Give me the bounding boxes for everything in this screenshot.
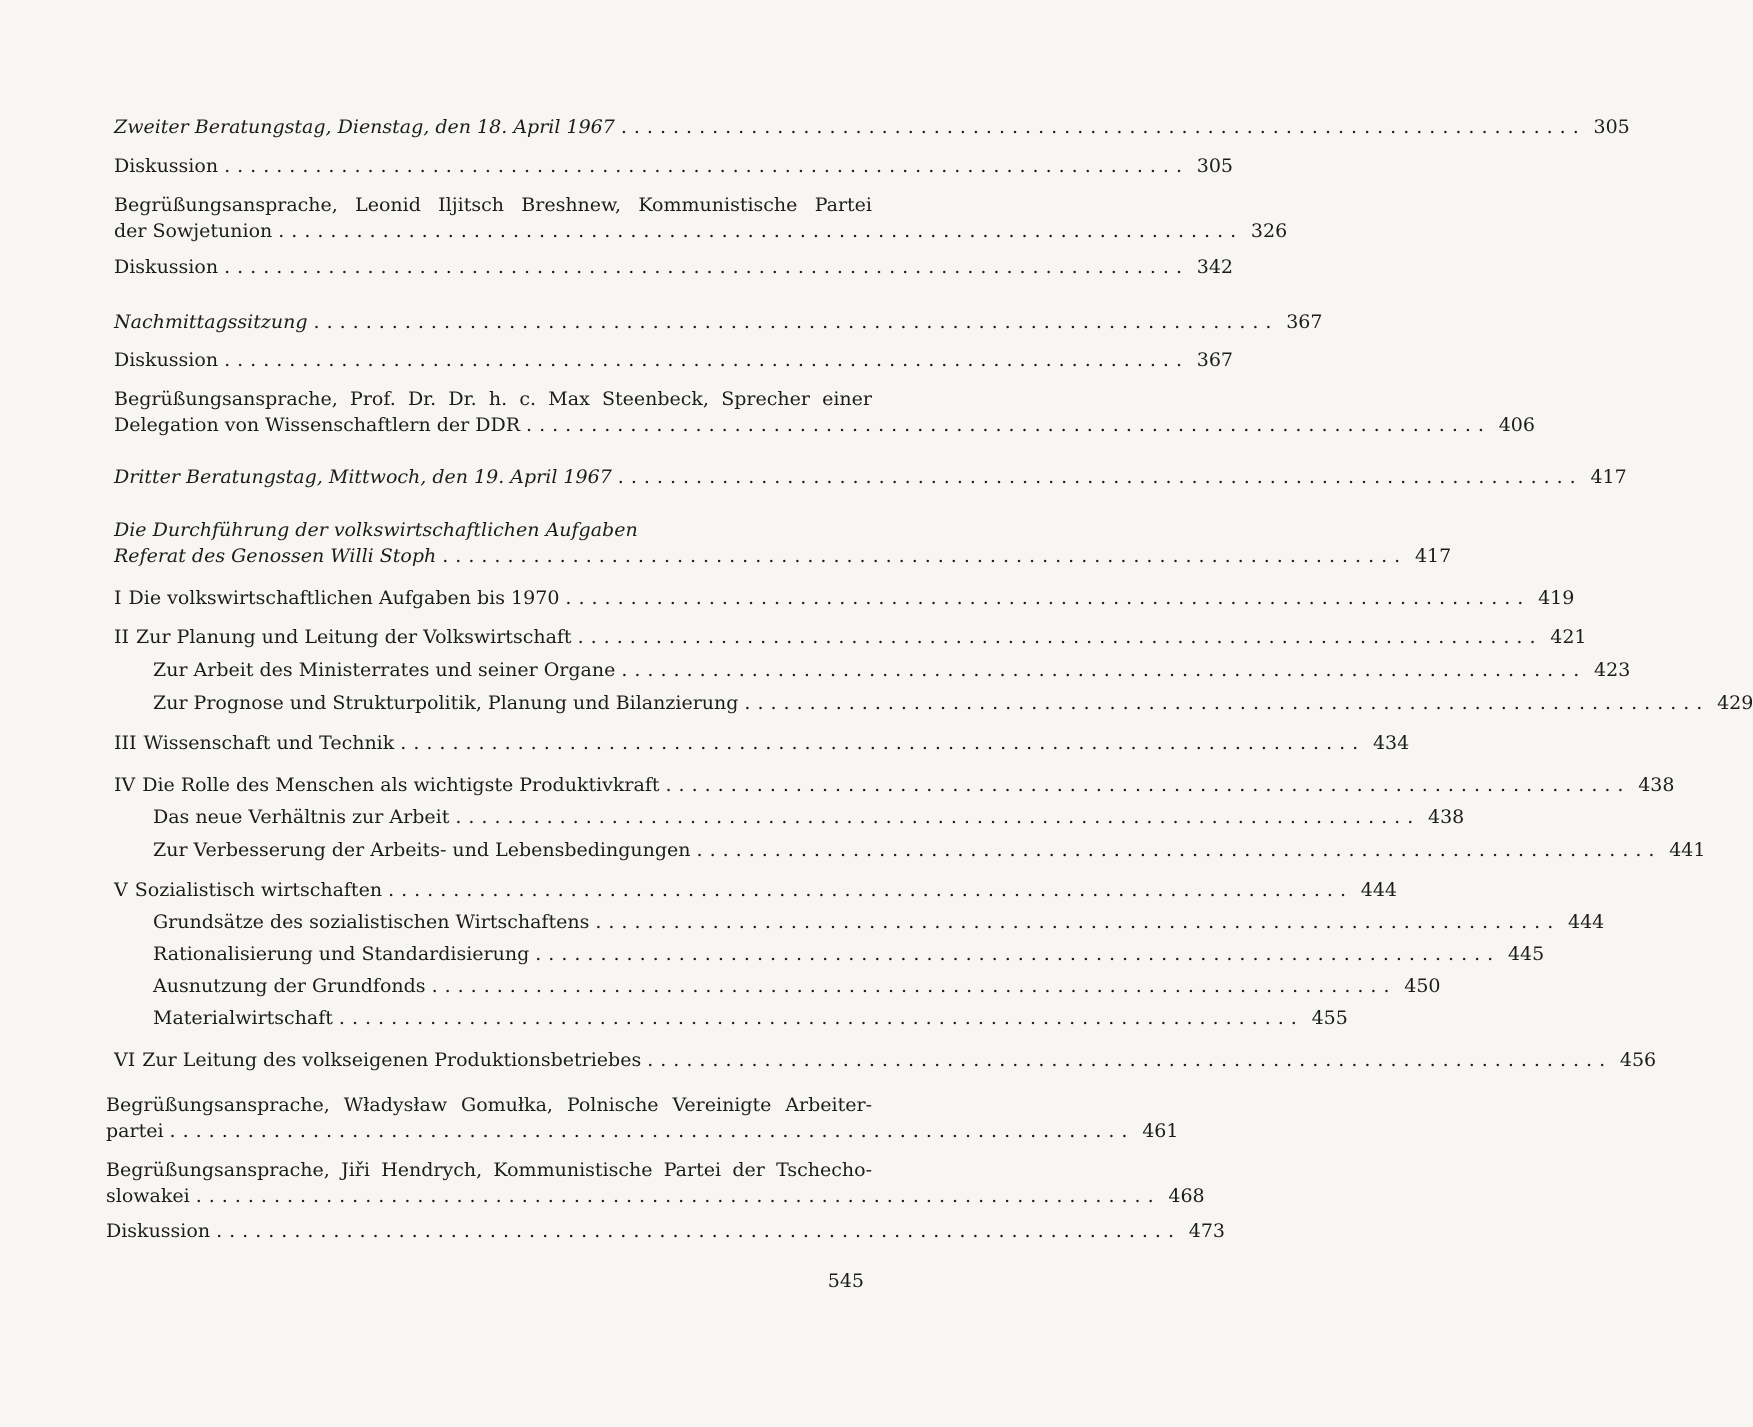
dot-leader: .......................................................................... xyxy=(617,466,1583,488)
toc-entry-page: 450 xyxy=(1404,975,1441,997)
toc-entry-page: 441 xyxy=(1669,839,1706,861)
toc-entry-title: Zweiter Beratungstag, Dienstag, den 18. April 1967 xyxy=(114,116,615,138)
toc-entry-page: 438 xyxy=(1428,806,1465,828)
toc-entry xyxy=(106,1157,1205,1209)
toc-entry xyxy=(114,624,1587,650)
toc-entry-page: 326 xyxy=(1250,220,1288,242)
toc-entry-title-line1: Begrüßungsansprache, Leonid Iljitsch Breshnew, Kommunistische Partei xyxy=(114,194,872,216)
dot-leader: .......................................................................... xyxy=(455,806,1421,828)
toc-entry xyxy=(153,657,1631,683)
dot-leader: .......................................................................... xyxy=(595,911,1561,933)
toc-entry-page: 461 xyxy=(1142,1120,1179,1142)
dot-leader: .......................................................................... xyxy=(224,256,1190,278)
dot-leader: .......................................................................... xyxy=(195,1185,1161,1207)
toc-entry-page: 468 xyxy=(1168,1185,1205,1207)
toc-entry-page: 305 xyxy=(1593,116,1630,138)
toc-entry-title: Diskussion xyxy=(106,1220,211,1242)
dot-leader: .......................................................................... xyxy=(744,692,1710,714)
toc-entry-title: slowakei xyxy=(106,1185,190,1207)
toc-entry xyxy=(114,114,1630,140)
dot-leader: .......................................................................... xyxy=(169,1120,1135,1142)
toc-entry xyxy=(114,153,1234,179)
toc-entry-title: Zur Prognose und Strukturpolitik, Planung und Bilanzierung xyxy=(153,692,739,714)
toc-entry xyxy=(114,192,1288,244)
toc-entry-title: Die Rolle des Menschen als wichtigste Produktivkraft xyxy=(142,774,660,796)
dot-leader: .......................................................................... xyxy=(313,311,1279,333)
toc-entry-title-line1: Begrüßungsansprache, Prof. Dr. Dr. h. c. Max Steenbeck, Sprecher einer xyxy=(114,388,872,410)
toc-entry-page: 473 xyxy=(1188,1220,1226,1242)
toc-entry-page: 444 xyxy=(1360,879,1397,901)
toc-entry-title: Die volkswirtschaftlichen Aufgaben bis 1970 xyxy=(128,587,560,609)
toc-entry-title-line1: Die Durchführung der volkswirtschaftlichen Aufgaben xyxy=(114,519,638,541)
toc-entry-title: Zur Arbeit des Ministerrates und seiner Organe xyxy=(153,659,616,681)
toc-entry-title: Das neue Verhältnis zur Arbeit xyxy=(153,806,450,828)
toc-entry-title-line1: Begrüßungsansprache, Jiři Hendrych, Kommunistische Partei der Tschecho- xyxy=(106,1159,872,1181)
toc-entry-title: Diskussion xyxy=(114,349,219,371)
section-number: I xyxy=(114,587,122,609)
toc-entry-page: 434 xyxy=(1372,732,1410,754)
toc-entry-title: Diskussion xyxy=(114,256,219,278)
dot-leader: .......................................................................... xyxy=(535,943,1501,965)
toc-entry-title: Ausnutzung der Grundfonds xyxy=(153,975,426,997)
toc-entry xyxy=(153,941,1545,967)
toc-entry-page: 305 xyxy=(1196,155,1234,177)
toc-entry-title: Diskussion xyxy=(114,155,219,177)
toc-entry-title: Zur Leitung des volkseigenen Produktionsbetriebes xyxy=(142,1049,642,1071)
toc-entry-page: 417 xyxy=(1590,466,1627,488)
dot-leader: .......................................................................... xyxy=(338,1007,1304,1029)
toc-entry-title: Dritter Beratungstag, Mittwoch, den 19. April 1967 xyxy=(114,466,612,488)
toc-entry-title: der Sowjetunion xyxy=(114,220,273,242)
toc-entry xyxy=(153,909,1605,935)
toc-entry xyxy=(114,772,1675,798)
dot-leader: .......................................................................... xyxy=(565,587,1531,609)
toc-entry-title: Zur Planung und Leitung der Volkswirtschaft xyxy=(136,626,572,648)
toc-entry-title: Sozialistisch wirtschaften xyxy=(134,879,383,901)
dot-leader: .......................................................................... xyxy=(577,626,1543,648)
toc-entry-page: 445 xyxy=(1507,943,1545,965)
toc-entry-page: 417 xyxy=(1414,545,1452,567)
toc-entry-title: Referat des Genossen Willi Stoph xyxy=(114,545,437,567)
toc-entry-title: Zur Verbesserung der Arbeits- und Lebensbedingungen xyxy=(153,839,691,861)
dot-leader: .......................................................................... xyxy=(431,975,1397,997)
toc-entry xyxy=(114,517,1452,569)
dot-leader: .......................................................................... xyxy=(224,155,1190,177)
toc-entry xyxy=(114,386,1535,438)
toc-entry-page: 423 xyxy=(1594,659,1631,681)
section-number: IV xyxy=(114,774,136,796)
toc-entry-title: Wissenschaft und Technik xyxy=(143,732,395,754)
toc-entry-page: 419 xyxy=(1538,587,1575,609)
section-number: II xyxy=(114,626,130,648)
toc-entry xyxy=(153,690,1753,716)
toc-entry-page: 455 xyxy=(1311,1007,1348,1029)
toc-entry xyxy=(153,1005,1348,1031)
toc-entry xyxy=(114,254,1234,280)
toc-entry-title: Nachmittagssitzung xyxy=(114,311,308,333)
toc-entry xyxy=(114,877,1397,903)
toc-entry-title: Grundsätze des sozialistischen Wirtschaftens xyxy=(153,911,590,933)
toc-entry-title: Materialwirtschaft xyxy=(153,1007,333,1029)
toc-entry xyxy=(114,585,1575,611)
toc-entry xyxy=(114,1047,1657,1073)
toc-entry xyxy=(106,1092,1179,1144)
page-number: 545 xyxy=(827,1270,864,1292)
toc-entry xyxy=(153,804,1465,830)
toc-entry xyxy=(114,730,1410,756)
toc-entry xyxy=(114,309,1323,335)
toc-entry-page: 406 xyxy=(1498,414,1535,436)
dot-leader: .......................................................................... xyxy=(620,116,1586,138)
section-number: V xyxy=(114,879,128,901)
section-number: III xyxy=(114,732,137,754)
toc-entry-title-line1: Begrüßungsansprache, Władysław Gomułka, Polnische Vereinigte Arbeiter- xyxy=(106,1094,872,1116)
dot-leader: .......................................................................... xyxy=(216,1220,1182,1242)
toc-entry-page: 342 xyxy=(1196,256,1234,278)
toc-entry-page: 456 xyxy=(1619,1049,1657,1071)
dot-leader: .......................................................................... xyxy=(526,414,1491,436)
toc-entry-page: 438 xyxy=(1638,774,1675,796)
dot-leader: .......................................................................... xyxy=(696,839,1662,861)
toc-entry xyxy=(153,973,1441,999)
toc-entry-page: 421 xyxy=(1550,626,1587,648)
toc-entry-title: partei xyxy=(106,1120,164,1142)
dot-leader: .......................................................................... xyxy=(621,659,1587,681)
toc-entry xyxy=(114,347,1234,373)
dot-leader: .......................................................................... xyxy=(388,879,1353,901)
dot-leader: .......................................................................... xyxy=(665,774,1631,796)
toc-entry xyxy=(106,1218,1226,1244)
toc-entry xyxy=(114,464,1627,490)
toc-entry-page: 367 xyxy=(1286,311,1323,333)
dot-leader: .......................................................................... xyxy=(400,732,1366,754)
dot-leader: .......................................................................... xyxy=(647,1049,1613,1071)
toc-entry xyxy=(153,837,1706,863)
toc-entry-page: 367 xyxy=(1196,349,1234,371)
dot-leader: .......................................................................... xyxy=(278,220,1244,242)
dot-leader: .......................................................................... xyxy=(442,545,1408,567)
toc-entry-page: 444 xyxy=(1568,911,1605,933)
dot-leader: .......................................................................... xyxy=(224,349,1190,371)
toc-entry-title: Rationalisierung und Standardisierung xyxy=(153,943,530,965)
toc-entry-page: 429 xyxy=(1717,692,1753,714)
section-number: VI xyxy=(114,1049,136,1071)
toc-entry-title: Delegation von Wissenschaftlern der DDR xyxy=(114,414,521,436)
